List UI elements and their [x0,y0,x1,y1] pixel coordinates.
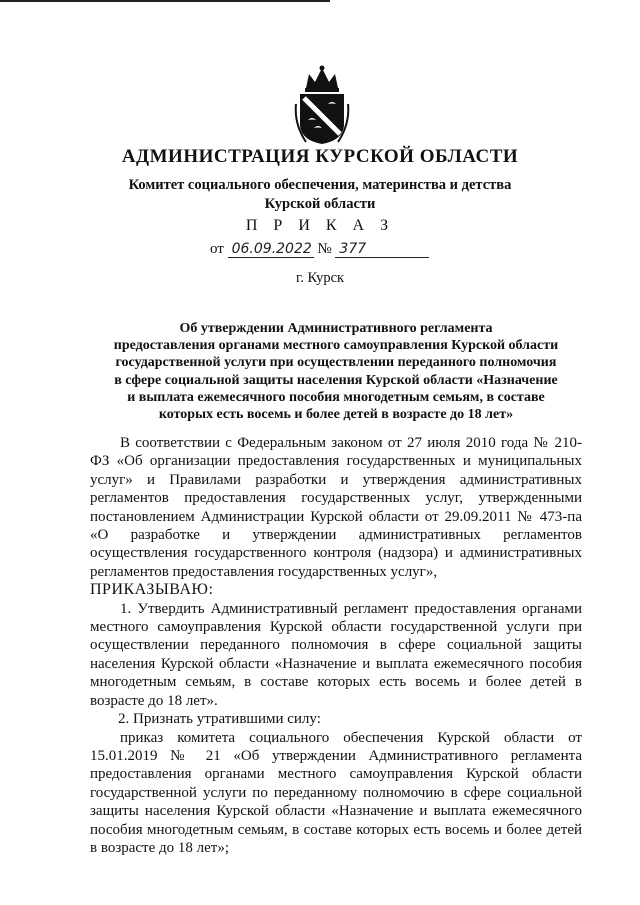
title-line: государственной услуги при осуществлении переданного полномочия [115,355,557,371]
date-number-line [210,241,470,258]
item-1-paragraph: 1. Утвердить Административный регламент предоставления органами местного самоуправления Курской области государственной услуги при осуществлении переданного полномочия в сфере социальной защиты населения Курской области «Назначение и выплата ежемесячного пособия многодетным семьям, в составе которых есть восемь и более детей в возрасте до 18 лет». [90,600,582,709]
title-line: Об утверждении Административного регламента [179,321,493,336]
handwritten-date: 06.09.2022 [228,241,314,258]
decree-word: ПРИКАЗЫВАЮ: [90,581,214,599]
item-2-paragraph: приказ комитета социального обеспечения Курской области от 15.01.2019 № 21 «Об утверждении Административного регламента предоставления органами местного самоуправления Курской области государственной услуги по переданному полномочию в сфере социальной защиты населения Курской области «Назначение и выплата ежемесячного пособия многодетным семьям, в составе которых есть восемь и более детей в возрасте до 18 лет»; [90,729,582,856]
document-title [86,320,586,423]
doc-type: П Р И К А З [245,217,395,234]
coat-of-arms-icon [292,64,352,146]
committee-name [0,176,640,214]
committee-line: Курской области [264,196,376,212]
city: г. Курск [295,270,345,286]
preamble-paragraph: В соответствии с Федеральным законом от 27 июля 2010 года № 210-ФЗ «Об организации предоставления государственных и муниципальных услуг» и Правилами разработки и утверждения административных регламентов предоставления государственных услуг, утвержденными постановлением Администрации Курской области от 29.09.2011 № 473-па «О разработке и утверждении административных регламентов осуществления государственного контроля (надзора) и административных регламентов предоставления государственных услуг», [90,435,582,580]
number-label: № [317,241,332,257]
handwritten-number: 377 [335,241,429,258]
title-line: которых есть восемь и более детей в возрасте до 18 лет» [158,407,514,423]
agency-name: АДМИНИСТРАЦИЯ КУРСКОЙ ОБЛАСТИ [121,146,519,167]
committee-line: Комитет социального обеспечения, материнства и детства [128,177,512,193]
date-prefix: от [210,241,224,257]
title-line: в сфере социальной защиты населения Курской области «Назначение [114,372,558,388]
top-rule [0,0,330,2]
document-body [90,434,582,857]
title-line: и выплата ежемесячного пособия многодетным семьям, в составе [127,389,545,405]
item-2-heading: 2. Признать утратившими силу: [118,711,321,728]
title-line: предоставления органами местного самоуправления Курской области [113,338,559,354]
